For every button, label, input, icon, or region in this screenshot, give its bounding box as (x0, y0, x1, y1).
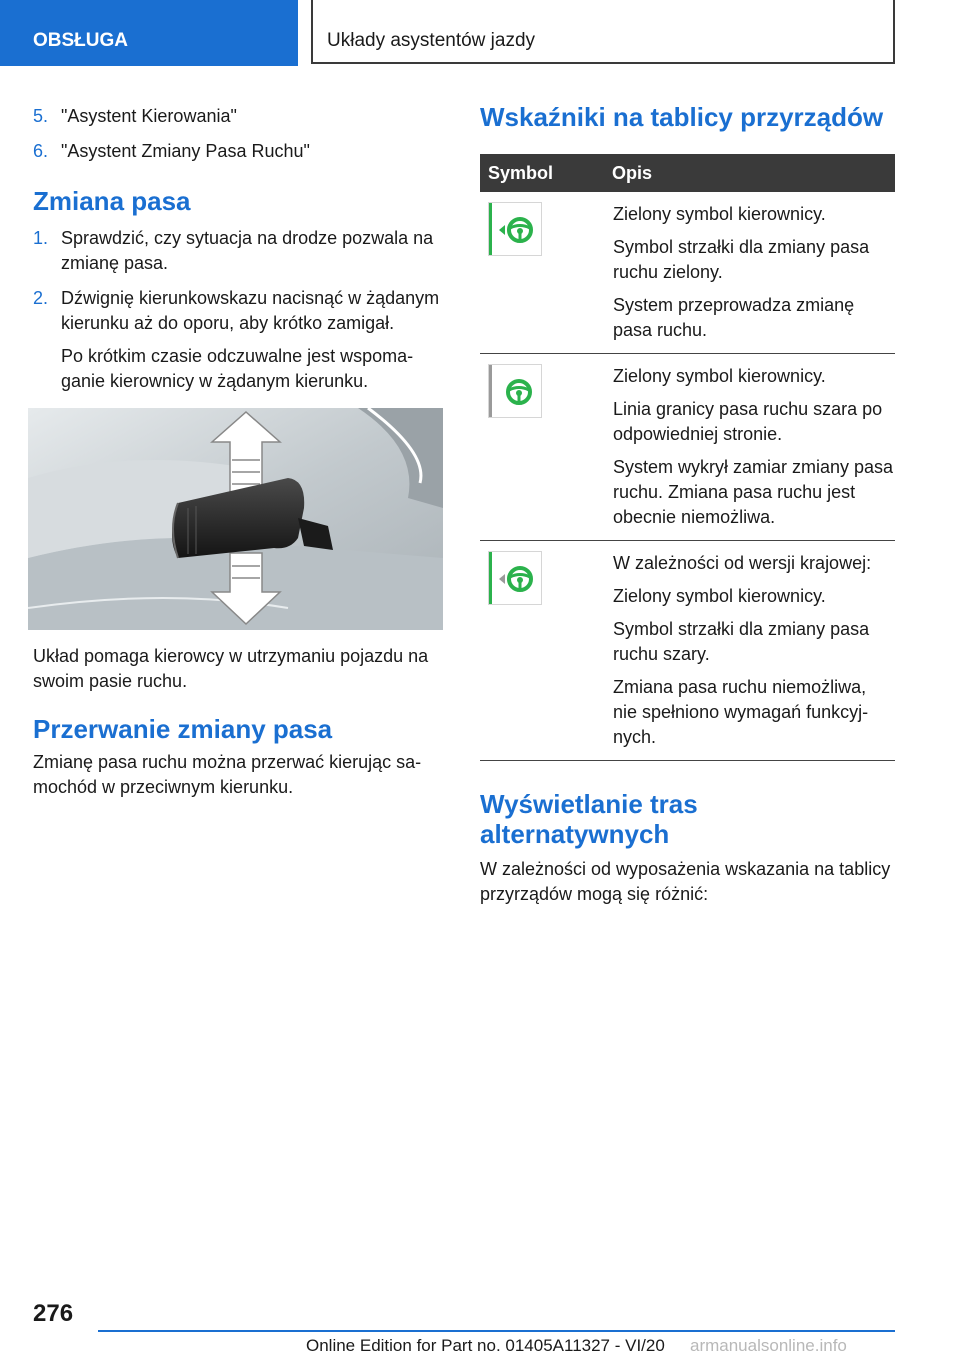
left-column (33, 96, 445, 800)
page-footer (0, 1290, 960, 1362)
table-row: W zależności od wersji krajowej: Zielony symbol kierownicy. Symbol strzałki dla zmiany pasa ruchu szary. Zmiana pasa ruchu niemożliwa, nie spełniono wymagań funkcyjnych. (480, 541, 895, 761)
page-header (0, 0, 960, 66)
section-tab: OBSŁUGA (0, 0, 298, 66)
list-item: 6. "Asystent Zmiany Pasa Ruchu" (33, 141, 310, 161)
list-item: 1. Sprawdzić, czy sytuacja na drodze pozwala na zmianę pasa. (33, 228, 434, 273)
table-header-row (480, 154, 895, 192)
edition-text: Online Edition for Part no. 01405A11327 - VI/20 (306, 1336, 665, 1355)
indicator-table (480, 154, 895, 761)
list-item: 2. Dźwignię kierunkowskazu nacisnąć w żądanym kierunku aż do oporu, aby krótko zamigał. Po krótkim czasie odczuwalne jest wspomaganie kierownicy w żądanym kierunku. (33, 288, 440, 391)
list-item: 5. "Asystent Kierowania" (33, 106, 237, 126)
heading-lane-change: Zmiana pasa (33, 186, 191, 216)
alt-routes-text: W zależności od wyposażenia wskazania na tablicy przyrządów mogą się różnić: (480, 859, 891, 904)
table-row: Zielony symbol kierownicy. Symbol strzałki dla zmiany pasa ruchu zielony. System przeprowadza zmianę pasa ruchu. (480, 192, 895, 354)
lane-change-steps (33, 226, 445, 394)
watermark: armanualsonline.info (690, 1336, 847, 1355)
steering-wheel-green-lane-arrow-icon (488, 202, 542, 256)
column-header-description: Opis (612, 154, 895, 192)
page-number: 276 (33, 1300, 74, 1327)
chapter-title: Układy asystentów jazdy (311, 0, 895, 64)
figure-caption: Układ pomaga kierowcy w utrzymaniu pojazdu na swoim pasie ruchu. (33, 646, 429, 691)
turn-signal-lever-illustration (28, 408, 443, 630)
steering-wheel-green-lane-gray-icon (488, 364, 542, 418)
abort-text: Zmianę pasa ruchu można przerwać kierując samochód w przeciwnym kierunku. (33, 752, 422, 797)
heading-alt-routes: Wyświetlanie tras alternatywnych (480, 789, 698, 849)
table-row: Zielony symbol kierownicy. Linia granicy pasa ruchu szara po odpowiedniej stronie. System wykrył zamiar zmiany pasa ruchu. Zmiana pasa ruchu jest obecnie niemożliwa. (480, 354, 895, 541)
steering-wheel-gray-arrow-icon (488, 551, 542, 605)
right-column (480, 96, 895, 907)
turn-signal-lever-figure (28, 408, 443, 630)
footer-divider (98, 1330, 895, 1332)
column-header-symbol: Symbol (480, 154, 612, 192)
intro-list (33, 104, 445, 164)
heading-abort: Przerwanie zmiany pasa (33, 714, 333, 744)
heading-indicators: Wskaźniki na tablicy przyrządów (480, 102, 884, 132)
